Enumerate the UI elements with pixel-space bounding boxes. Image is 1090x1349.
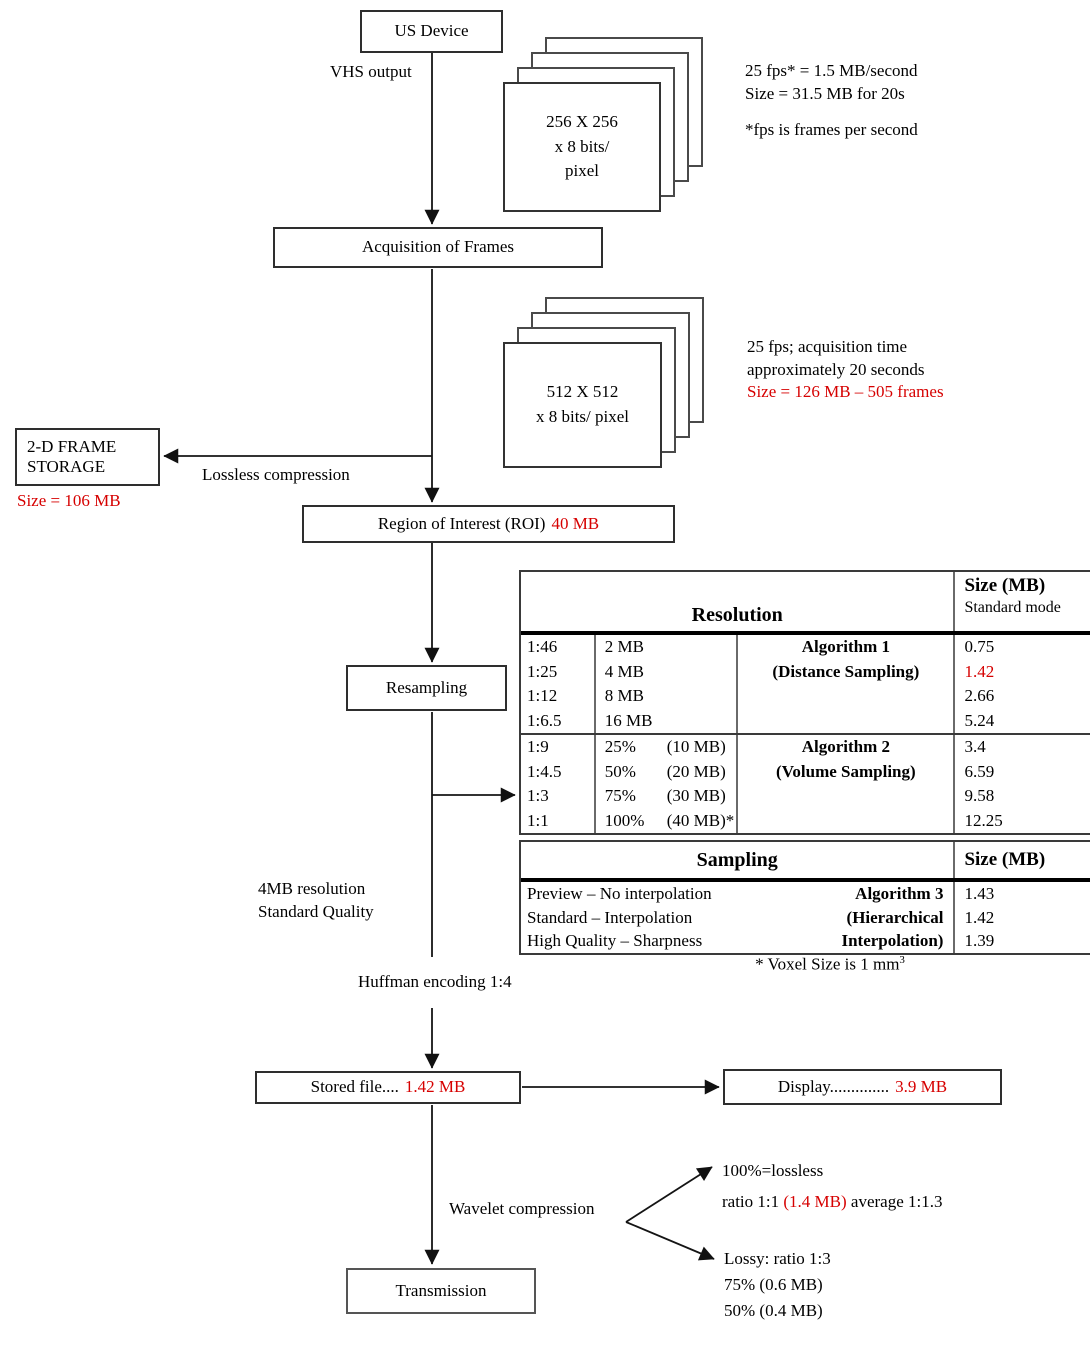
- size-cell: 4 MB: [604, 661, 644, 681]
- transmission-label: Transmission: [395, 1280, 487, 1300]
- voxel-footnote-text: * Voxel Size is 1 mm: [755, 954, 900, 974]
- lossy-branch-line1: Lossy: ratio 1:3: [724, 1249, 831, 1268]
- acquisition-note-line1: 25 fps; acquisition time: [747, 337, 908, 356]
- size-cell: [605, 735, 737, 760]
- arrow-wavelet-to-lossy-branch: [626, 1222, 714, 1259]
- roi-label: Region of Interest (ROI): [377, 513, 546, 533]
- percent-value: 25%: [604, 737, 636, 756]
- percent-value: 50%: [604, 761, 636, 781]
- fps-note-line1: 25 fps* = 1.5 MB/second: [745, 61, 918, 80]
- sampling-value-cell: 1.39: [964, 931, 995, 950]
- ratio-cell: 1:25: [527, 661, 558, 681]
- frame-256-line2: x 8 bits/: [554, 136, 610, 156]
- sampling-value-cell: 1.43: [964, 884, 995, 903]
- lossless-ratio-size: (1.4 MB): [783, 1192, 847, 1211]
- size-cell: 16 MB: [604, 710, 653, 730]
- frame-512-line2: x 8 bits/ pixel: [535, 407, 630, 426]
- size-cell: [605, 760, 737, 785]
- storage-size-label: Size = 106 MB: [17, 491, 121, 510]
- ratio-cell: 1:6.5: [527, 710, 562, 730]
- ratio-cell: 1:3: [527, 786, 549, 805]
- roi-size: 40 MB: [551, 513, 600, 533]
- size-cell: [605, 809, 737, 834]
- ratio-cell: 1:1: [527, 810, 549, 830]
- value-column: [953, 635, 1090, 733]
- value-cell: 12.25: [964, 810, 1003, 830]
- mb-value: (30 MB): [666, 786, 726, 805]
- size-cell: 2 MB: [604, 637, 644, 656]
- value-cell: 5.24: [964, 710, 995, 730]
- acquisition-note-line2: approximately 20 seconds: [747, 359, 925, 379]
- lossless-compression-label: Lossless compression: [202, 465, 350, 484]
- percent-value: 75%: [604, 786, 636, 805]
- display-size: 3.9 MB: [895, 1076, 948, 1096]
- huffman-label: Huffman encoding 1:4: [358, 972, 512, 991]
- algorithm2-line1: Algorithm 2: [801, 737, 891, 756]
- frame-256-line3: pixel: [565, 161, 599, 181]
- value-cell: 3.4: [964, 737, 986, 756]
- frame-256-front: [503, 82, 661, 212]
- resolution-table-header: [521, 572, 1090, 635]
- algorithm3-line3: Interpolation): [841, 931, 944, 950]
- acquisition-label: Acquisition of Frames: [361, 237, 515, 257]
- frame-512-line1: 512 X 512: [546, 382, 619, 402]
- value-cell: 2.66: [964, 686, 995, 705]
- acquisition-box: [273, 227, 603, 268]
- quality-note: [258, 877, 374, 923]
- algorithm1-line1: Algorithm 1: [801, 637, 891, 656]
- size-header-line2: Standard mode: [964, 598, 1061, 616]
- algorithm3-section: [521, 882, 1090, 953]
- algorithm2-line2: (Volume Sampling): [776, 761, 916, 781]
- frame-storage-box: [15, 428, 160, 486]
- sampling-label-cell: Standard – Interpolation: [527, 907, 693, 927]
- size-column: [594, 735, 737, 833]
- lossy-branch-line3: 50% (0.4 MB): [724, 1301, 823, 1320]
- value-cell: 9.58: [964, 786, 995, 805]
- value-cell: 6.59: [964, 761, 995, 781]
- resampling-box: [346, 665, 507, 711]
- transmission-box: [346, 1268, 536, 1314]
- acquisition-note: [747, 336, 944, 404]
- display-box: [723, 1069, 1002, 1105]
- quality-note-line2: Standard Quality: [258, 902, 374, 921]
- algorithm2-cell: [736, 735, 953, 833]
- ratio-column: [521, 735, 594, 833]
- size-header-line1: Size (MB): [964, 575, 1046, 596]
- roi-box: [302, 505, 675, 543]
- sampling-label-cell: Preview – No interpolation: [527, 884, 712, 903]
- lossless-branch-ratio: [722, 1191, 943, 1213]
- resolution-table: [519, 570, 1090, 835]
- lossy-branch-line2: 75% (0.6 MB): [724, 1275, 823, 1294]
- us-device-label: US Device: [394, 21, 469, 41]
- size-cell: [605, 784, 737, 809]
- lossless-branch-note: [722, 1160, 823, 1182]
- value-cell-highlighted: 1.42: [964, 661, 995, 681]
- sampling-size-header: Size (MB): [953, 842, 1090, 878]
- lossless-ratio-post: average 1:1.3: [850, 1192, 943, 1211]
- stored-file-label: Stored file....: [310, 1077, 399, 1097]
- algorithm2-section: [521, 733, 1090, 833]
- wavelet-label: Wavelet compression: [449, 1199, 595, 1218]
- algorithm3-line2: (Hierarchical: [846, 907, 944, 927]
- voxel-footnote-sup: 3: [899, 954, 905, 966]
- algorithm1-line2: (Distance Sampling): [772, 661, 920, 681]
- frame-storage-line1: 2-D FRAME: [27, 436, 117, 456]
- voxel-footnote: [640, 953, 1020, 976]
- frame-storage-line2: STORAGE: [27, 457, 106, 476]
- ratio-cell: 1:46: [527, 637, 558, 656]
- mb-value: (40 MB)*: [666, 810, 735, 830]
- vhs-output-label: VHS output: [330, 62, 412, 81]
- sampling-title: Sampling: [696, 848, 778, 871]
- us-device-box: [360, 10, 503, 53]
- stored-file-size: 1.42 MB: [404, 1077, 466, 1097]
- algorithm3-cell: [820, 882, 954, 953]
- mb-value: (10 MB): [666, 737, 726, 756]
- ratio-cell: 1:12: [527, 686, 558, 705]
- lossless-ratio-pre: ratio 1:1: [722, 1192, 780, 1211]
- ratio-cell: 1:9: [527, 737, 549, 756]
- size-standard-mode-header: [953, 572, 1090, 631]
- resampling-label: Resampling: [385, 677, 468, 697]
- quality-note-line1: 4MB resolution: [258, 879, 366, 898]
- algorithm1-section: [521, 635, 1090, 733]
- sampling-label-cell: High Quality – Sharpness: [527, 931, 703, 950]
- acquisition-size-note: Size = 126 MB – 505 frames: [747, 382, 944, 401]
- value-column: [953, 735, 1090, 833]
- value-cell: 0.75: [964, 637, 995, 656]
- fps-note-line2: Size = 31.5 MB for 20s: [745, 83, 905, 103]
- sampling-value-cell: 1.42: [964, 907, 995, 927]
- sampling-table-header: [521, 842, 1090, 882]
- display-label: Display..............: [777, 1076, 890, 1096]
- lossy-branch-note: [724, 1246, 831, 1324]
- fps-note: [745, 60, 918, 105]
- ratio-cell: 1:4.5: [527, 761, 562, 781]
- sampling-label-column: [521, 882, 820, 953]
- size-column: [594, 635, 737, 733]
- size-cell: 8 MB: [604, 686, 644, 705]
- ratio-column: [521, 635, 594, 733]
- mb-value: (20 MB): [666, 761, 726, 781]
- algorithm1-cell: [736, 635, 953, 733]
- sampling-table: [519, 840, 1090, 955]
- fps-footnote: *fps is frames per second: [745, 120, 918, 139]
- resolution-title: Resolution: [691, 604, 783, 626]
- sampling-value-column: [953, 882, 1090, 953]
- frame-512-front: [503, 342, 662, 468]
- arrow-wavelet-to-lossless-branch: [626, 1167, 712, 1222]
- lossless-branch-line1: 100%=lossless: [722, 1161, 824, 1180]
- stored-file-box: [255, 1071, 521, 1104]
- algorithm3-line1: Algorithm 3: [855, 884, 944, 903]
- frame-256-line1: 256 X 256: [546, 112, 618, 132]
- percent-value: 100%: [604, 810, 645, 830]
